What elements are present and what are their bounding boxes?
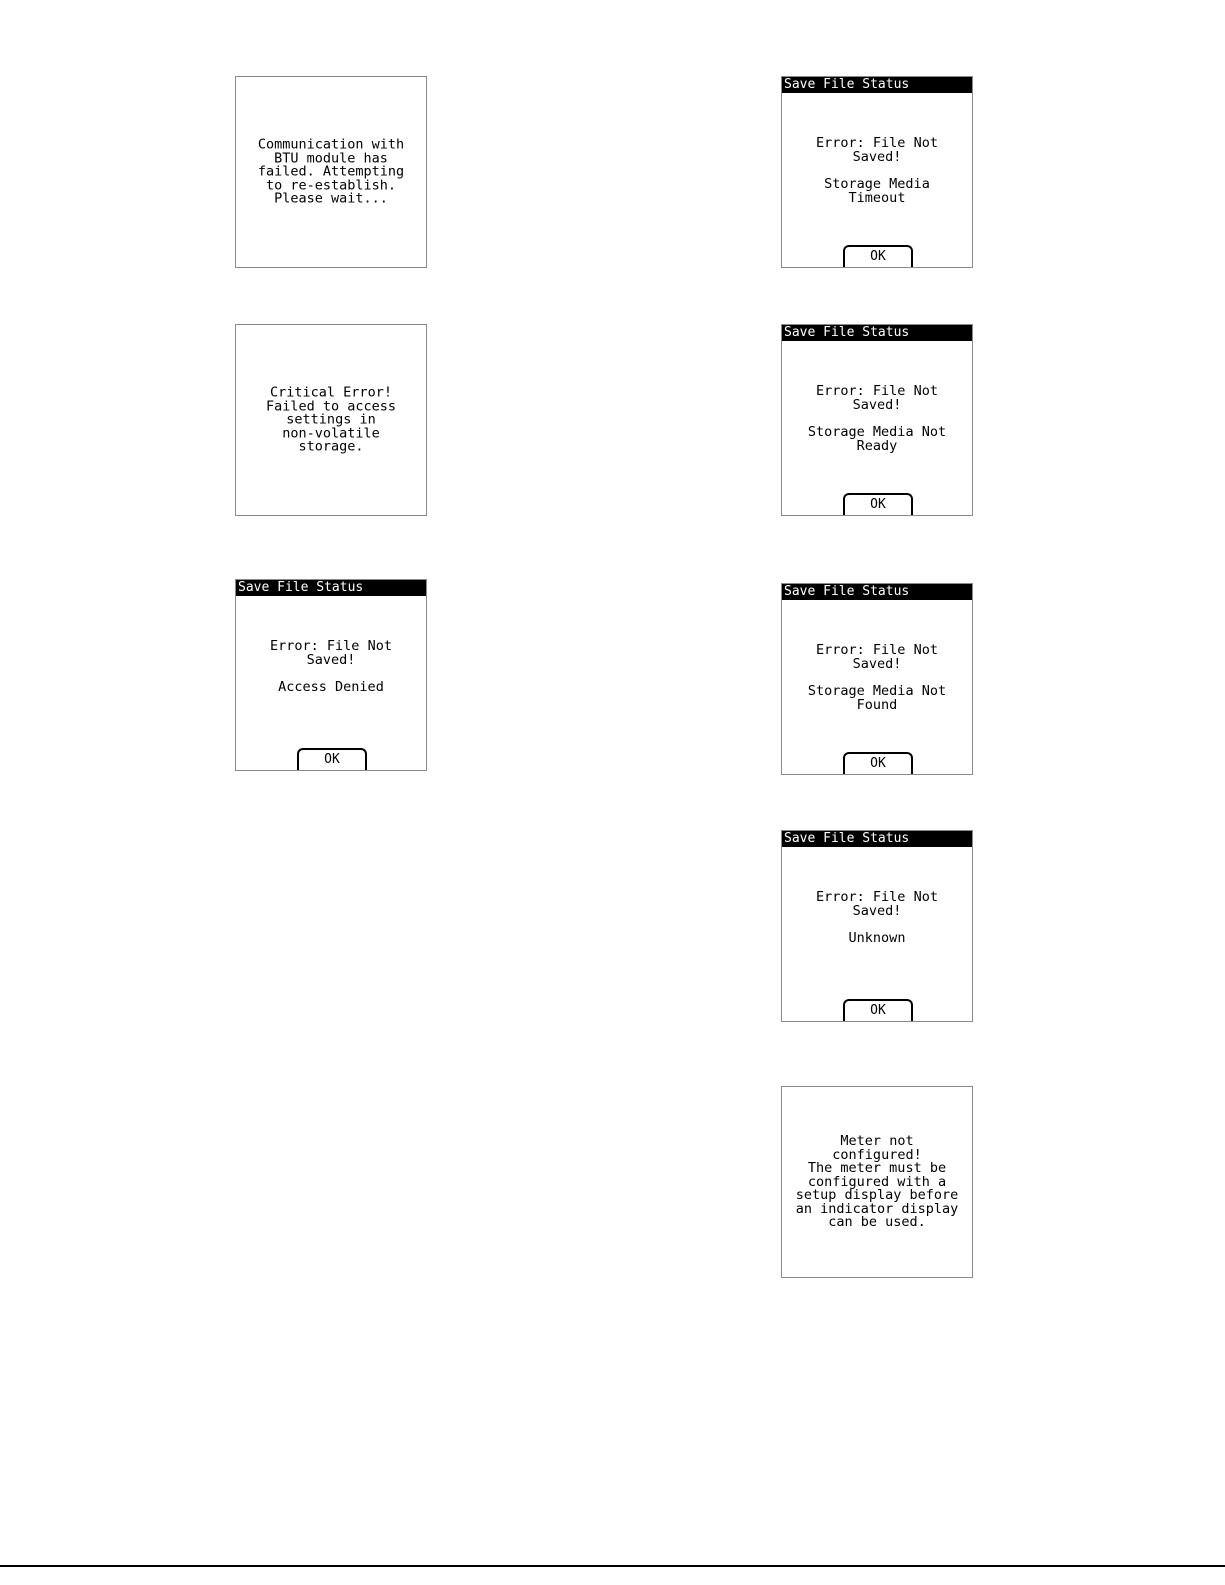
critical-error-screen <box>235 324 427 516</box>
comm-fail-message: Communication with BTU module has failed. Attempting to re-establish. Please wait... <box>257 136 405 207</box>
ok-button[interactable]: OK <box>843 493 913 515</box>
ok-button[interactable]: OK <box>843 245 913 267</box>
error-message: Error: File Not Saved! <box>270 638 392 668</box>
critical-error-message: Critical Error! Failed to access settings in non-volatile storage. <box>265 384 397 455</box>
error-detail: Storage Media Not Ready <box>807 424 947 454</box>
error-message: Error: File Not Saved! <box>816 889 938 919</box>
access-denied-screen <box>235 579 427 771</box>
unknown-error-screen <box>781 830 973 1022</box>
ok-button[interactable]: OK <box>297 748 367 770</box>
media-not-ready-screen <box>781 324 973 516</box>
error-message: Error: File Not Saved! <box>816 642 938 672</box>
media-timeout-screen <box>781 76 973 268</box>
dialog-title: Save File Status <box>782 584 972 600</box>
meter-not-configured-screen <box>781 1086 973 1278</box>
media-not-found-screen <box>781 583 973 775</box>
dialog-title: Save File Status <box>236 580 426 596</box>
error-detail: Unknown <box>848 930 906 946</box>
error-message: Error: File Not Saved! <box>816 135 938 165</box>
meter-not-configured-message: Meter not configured! The meter must be configured with a setup display before an indicator display can be used. <box>795 1132 959 1230</box>
ok-button[interactable]: OK <box>843 752 913 774</box>
error-detail: Storage Media Not Found <box>807 683 947 713</box>
page-bottom-rule <box>0 1565 1225 1567</box>
error-detail: Access Denied <box>278 679 384 695</box>
ok-button[interactable]: OK <box>843 999 913 1021</box>
comm-fail-screen <box>235 76 427 268</box>
dialog-title: Save File Status <box>782 325 972 341</box>
error-detail: Storage Media Timeout <box>824 176 930 206</box>
dialog-title: Save File Status <box>782 831 972 847</box>
dialog-title: Save File Status <box>782 77 972 93</box>
error-message: Error: File Not Saved! <box>816 383 938 413</box>
